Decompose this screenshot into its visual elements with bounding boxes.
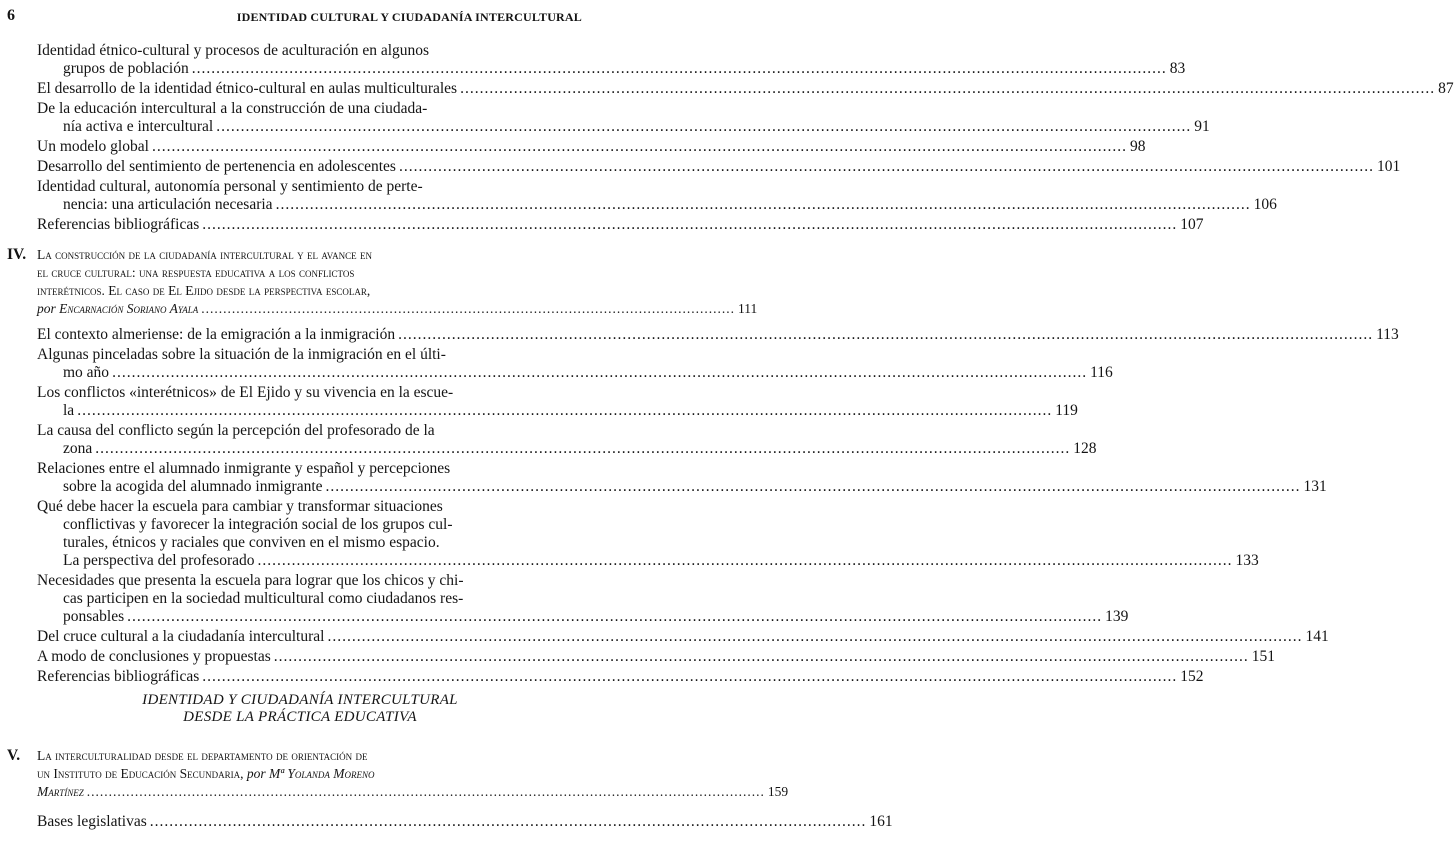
entry-title-line: Del cruce cultural a la ciudadanía intercultural [37, 628, 325, 645]
entry-title-line: Identidad cultural, autonomía personal y sentimiento de perte- [37, 178, 423, 195]
leader-dots: ........................................................................................................................................................................................................ [95, 440, 1071, 457]
toc-entry[interactable] [0, 346, 1113, 382]
page-ref: 101 [1376, 158, 1401, 175]
leader-dots: ........................................................................................................................................................................................................ [191, 60, 1167, 77]
page-ref: 113 [1376, 326, 1399, 343]
entry-title-line: A modo de conclusiones y propuestas [37, 648, 271, 665]
leader-dots: .......................................................................................................................... [201, 301, 736, 316]
entry-title-line: Los conflictos «interétnicos» de El Ejido y su vivencia en la escue- [37, 384, 454, 401]
entry-title-line: nencia: una articulación necesaria [63, 196, 273, 213]
page-number: 6 [7, 7, 15, 24]
leader-dots: ........................................................................................................................................................... [86, 784, 765, 799]
page-ref: 119 [1055, 402, 1078, 419]
leader-dots: ........................................................................................................................................................................................................ [325, 478, 1301, 495]
chapter-number: IV. [7, 246, 27, 263]
entry-title-line: Referencias bibliográficas [37, 216, 200, 233]
entry-title-line: grupos de población [63, 60, 189, 77]
leader-dots: ........................................................................................................................................................................................................ [202, 668, 1178, 685]
entry-title-line: conflictivas y favorecer la integración social de los grupos cul- [63, 516, 453, 533]
page-ref: 131 [1303, 478, 1327, 495]
toc-entry[interactable] [0, 178, 1277, 214]
leader-dots: ........................................................................................................................................................................................................ [398, 326, 1374, 343]
entry-title-line: Relaciones entre el alumnado inmigrante y español y percepciones [37, 460, 451, 477]
chapter-title-line: La construcción de la ciudadanía intercultural y el avance en [37, 247, 372, 262]
toc-entry[interactable] [0, 628, 1329, 646]
leader-dots: ........................................................................................................................................................................................................ [398, 158, 1374, 175]
entry-title-line: Algunas pinceladas sobre la situación de la inmigración en el últi- [37, 346, 446, 363]
entry-title-line: sobre la acogida del alumnado inmigrante [63, 478, 323, 495]
entry-title-line: mo año [63, 364, 110, 381]
chapter-author: por Encarnación Soriano Ayala [37, 301, 199, 316]
entry-title-line: Necesidades que presenta la escuela para lograr que los chicos y chi- [37, 572, 464, 589]
page-ref: 139 [1105, 608, 1129, 625]
toc-entry[interactable] [0, 460, 1327, 496]
page-ref: 106 [1253, 196, 1277, 213]
page-ref: 83 [1169, 60, 1186, 77]
leader-dots: ........................................................................................................................................................................................................ [275, 196, 1251, 213]
entry-title: Bases legislativas [37, 813, 147, 830]
leader-dots: ........................................................................................................................................................................................................ [216, 118, 1192, 135]
entry-title-line: Identidad étnico-cultural y procesos de aculturación en algunos [37, 42, 430, 59]
entry-title-line: De la educación intercultural a la construcción de una ciudada- [37, 100, 428, 117]
leader-dots: ........................................................................................................................................................................................................ [127, 608, 1103, 625]
part-title [0, 692, 600, 726]
leader-dots: ........................................................................................................................................................................................................ [257, 552, 1233, 569]
chapter-title-line: el cruce cultural: una respuesta educativa a los conflictos [37, 265, 355, 280]
entry-title-line: la [63, 402, 75, 419]
leader-dots: ........................................................................................................................................................................................................ [112, 364, 1088, 381]
leader-dots: ........................................................................................................................................................................................................ [460, 80, 1436, 97]
toc-entry[interactable] [0, 138, 1146, 156]
entry-title-line: ponsables [63, 608, 125, 625]
entry-title-line: nía activa e intercultural [63, 118, 214, 135]
part-title-line: DESDE LA PRÁCTICA EDUCATIVA [183, 709, 417, 725]
entry-title-line: zona [63, 440, 93, 457]
toc-entry-bases-legislativas[interactable] [0, 813, 893, 831]
page-ref: 87 [1438, 80, 1454, 97]
page-ref: 91 [1194, 118, 1210, 135]
entry-title-line: La perspectiva del profesorado [63, 552, 255, 569]
page-header [7, 7, 582, 29]
page-ref: 133 [1235, 552, 1259, 569]
toc-entry[interactable] [0, 326, 1399, 344]
page-ref: 107 [1180, 216, 1204, 233]
leader-dots: ........................................................................................................................................................................................................ [77, 402, 1053, 419]
page-ref: 152 [1180, 668, 1204, 685]
chapter-title-line: La interculturalidad desde el departamento de orientación de [37, 748, 368, 763]
entry-title-line: Desarrollo del sentimiento de pertenencia en adolescentes [37, 158, 396, 175]
page-ref: 151 [1251, 648, 1276, 665]
entry-title-line: Un modelo global [37, 138, 149, 155]
toc-entry[interactable] [0, 498, 1259, 570]
page-ref: 141 [1305, 628, 1329, 645]
running-head: IDENTIDAD CULTURAL Y CIUDADANÍA INTERCULTURAL [236, 10, 582, 24]
part-title-line: IDENTIDAD Y CIUDADANÍA INTERCULTURAL [142, 692, 458, 708]
entry-title-line: Qué debe hacer la escuela para cambiar y transformar situaciones [37, 498, 443, 515]
page-ref: 128 [1073, 440, 1097, 457]
page-ref: 111 [738, 301, 758, 316]
leader-dots: ........................................................................................................................................................................................................ [327, 628, 1303, 645]
toc-entry[interactable] [0, 158, 1401, 176]
leader-dots: ........................................................................................................................................................................................................ [151, 138, 1127, 155]
toc-entry[interactable] [0, 80, 1454, 98]
page-ref: 98 [1129, 138, 1146, 155]
chapter-title-line: interétnicos. El caso de El Ejido desde la perspectiva escolar, [37, 283, 371, 298]
chapter-number: V. [7, 747, 21, 764]
leader-dots: ........................................................................................................................................................................................................ [202, 216, 1178, 233]
entry-title-line: turales, étnicos y raciales que conviven en el mismo espacio. [63, 534, 440, 551]
entry-title-line: La causa del conflicto según la percepción del profesorado de la [37, 422, 435, 439]
chapter-title-line: un Instituto de Educación Secundaria, por Mª Yolanda Moreno [37, 766, 375, 781]
leader-dots: ................................................................................................................................................... [149, 813, 867, 830]
page-ref: 159 [767, 784, 789, 799]
chapter-author: Martínez [37, 784, 84, 799]
toc-entry[interactable] [0, 572, 1129, 626]
entry-title-line: cas participen en la sociedad multicultural como ciudadanos res- [63, 590, 464, 607]
entry-title-line: El contexto almeriense: de la emigración a la inmigración [37, 326, 396, 343]
toc-entry[interactable] [0, 668, 1204, 686]
entry-title-line: El desarrollo de la identidad étnico-cultural en aulas multiculturales [37, 80, 458, 97]
toc-entry[interactable] [0, 216, 1204, 234]
page-ref: 116 [1090, 364, 1113, 381]
toc-entry[interactable] [0, 384, 1078, 420]
toc-entry[interactable] [0, 100, 1210, 136]
page-ref: 161 [869, 813, 893, 830]
toc-entry[interactable] [0, 648, 1276, 666]
toc-entry[interactable] [0, 42, 1186, 78]
toc-entry[interactable] [0, 422, 1097, 458]
leader-dots: ........................................................................................................................................................................................................ [273, 648, 1249, 665]
entry-title-line: Referencias bibliográficas [37, 668, 200, 685]
